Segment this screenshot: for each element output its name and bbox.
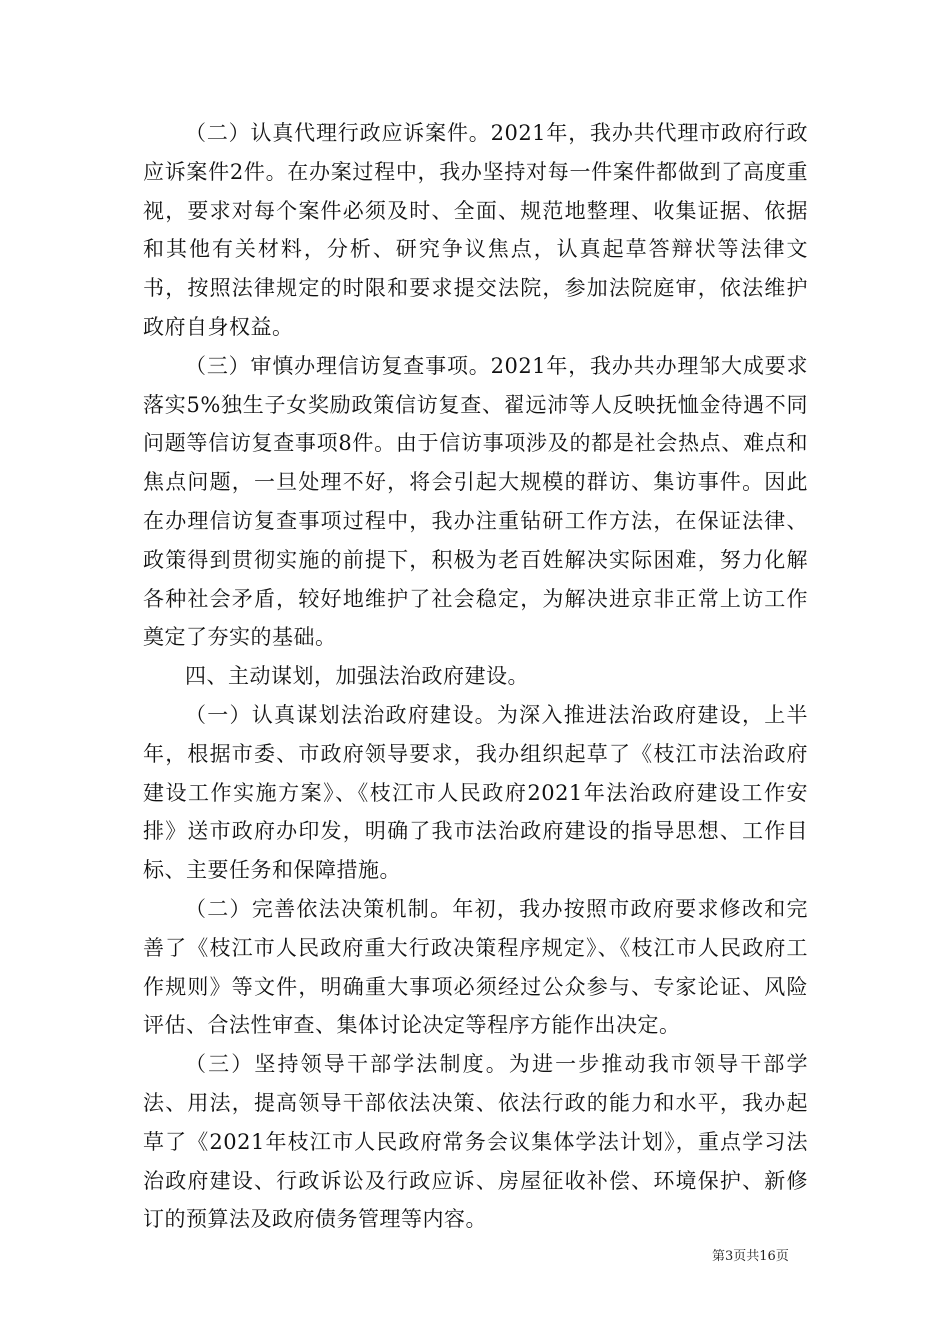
page-number: 第3页共16页 [712, 1249, 789, 1264]
paragraph-decision-mechanism: （二）完善依法决策机制。年初，我办按照市政府要求修改和完善了《枝江市人民政府重大行政决策程序规定》、《枝江市人民政府工作规则》等文件，明确重大事项必须经过公众参与、专家论证、风险评估、合法性审查、集体讨论决定等程序方能作出决定。 [143, 896, 808, 1038]
paragraph-leader-study: （三）坚持领导干部学法制度。为进一步推动我市领导干部学法、用法，提高领导干部依法决策、依法行政的能力和水平，我办起草了《2021年枝江市人民政府常务会议集体学法计划》，重点学习法治政府建设、行政诉讼及行政应诉、房屋征收补偿、环境保护、新修订的预算法及政府债务管理等内容。 [143, 1052, 808, 1232]
section-heading-rule-of-law: 四、主动谋划，加强法治政府建设。 [185, 664, 529, 689]
paragraph-petition-review: （三）审慎办理信访复查事项。2021年，我办共办理邹大成要求落实5%独生子女奖励政策信访复查、翟远沛等人反映抚恤金待遇不同问题等信访复查事项8件。由于信访事项涉及的都是社会热点、难点和焦点问题，一旦处理不好，将会引起大规模的群访、集访事件。因此在办理信访复查事项过程中，我办注重钻研工作方法，在保证法律、政策得到贯彻实施的前提下，积极为老百姓解决实际困难，努力化解各种社会矛盾，较好地维护了社会稳定，为解决进京非正常上访工作奠定了夯实的基础。 [143, 353, 808, 650]
paragraph-representation-cases: （二）认真代理行政应诉案件。2021年，我办共代理市政府行政应诉案件2件。在办案过程中，我办坚持对每一件案件都做到了高度重视，要求对每个案件必须及时、全面、规范地整理、收集证据、依据和其他有关材料，分析、研究争议焦点，认真起草答辩状等法律文书，按照法律规定的时限和要求提交法院，参加法院庭审，依法维护政府自身权益。 [143, 121, 808, 339]
paragraph-planning: （一）认真谋划法治政府建设。为深入推进法治政府建设，上半年，根据市委、市政府领导要求，我办组织起草了《枝江市法治政府建设工作实施方案》、《枝江市人民政府2021年法治政府建设工作安排》送市政府办印发，明确了我市法治政府建设的指导思想、工作目标、主要任务和保障措施。 [143, 702, 808, 883]
body-text [143, 114, 808, 1239]
